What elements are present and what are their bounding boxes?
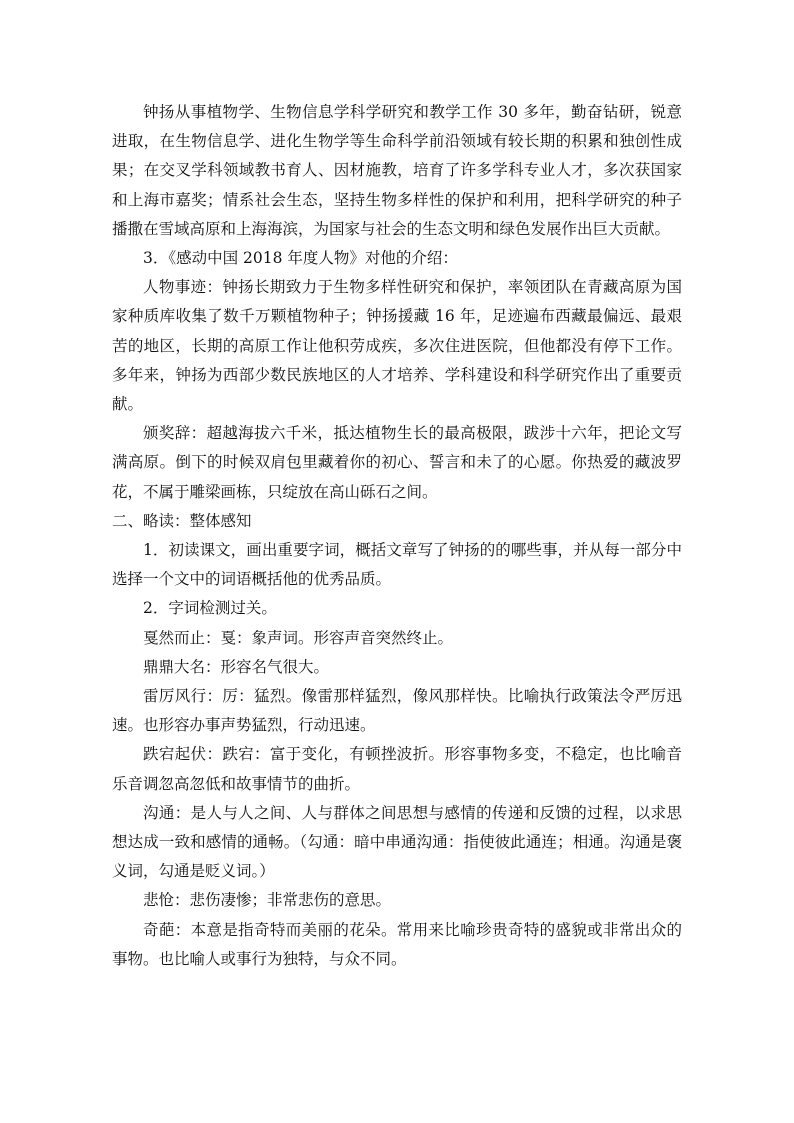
vocab-item: 沟通：是人与人之间、人与群体之间思想与感情的传递和反馈的过程，以求思想达成一致和感情的通畅。（勾通：暗中串通沟通：指使彼此通连；相通。沟通是褒义词，勾通是贬义词。） <box>112 803 682 881</box>
paragraph-task-2: 2．字词检测过关。 <box>143 599 277 618</box>
section-heading: 二、略读：整体感知 <box>112 511 252 530</box>
paragraph-zhong-yang-summary: 钟扬从事植物学、生物信息学科学研究和教学工作 30 多年，勤奋钻研，锐意进取，在生物信息学、进化生物学等生命科学前沿领域有较长期的积累和独创性成果；在交叉学科领域教书育人、因材施教，培育了许多学科专业人才，多次获国家和上海市嘉奖；情系社会生态，坚持生物多样性的保护和利用，把科学研究的种子播撒在雪域高原和上海海滨，为国家与社会的生态文明和绿色发展作出巨大贡献。 <box>112 103 682 238</box>
paragraph-item-3: 3．《感动中国 2018 年度人物》对他的介绍： <box>143 249 458 268</box>
vocab-item: 悲怆：悲伤凄惨；非常悲伤的意思。 <box>143 891 392 910</box>
paragraph-award-speech: 颁奖辞：超越海拔六千米，抵达植物生长的最高极限，跋涉十六年，把论文写满高原。倒下的时候双肩包里藏着你的初心、誓言和未了的心愿。你热爱的藏波罗花，不属于雕梁画栋，只绽放在高山砾石之间。 <box>112 424 682 501</box>
vocab-item: 雷厉风行：厉：猛烈。像雷那样猛烈，像风那样快。比喻执行政策法令严厉迅速。也形容办事声势猛烈，行动迅速。 <box>112 687 682 735</box>
paragraph-task-1: 1．初读课文，画出重要字词，概括文章写了钟扬的的哪些事，并从每一部分中选择一个文中的词语概括他的优秀品质。 <box>112 541 682 589</box>
vocab-item: 跌宕起伏：跌宕：富于变化，有顿挫波折。形容事物多变，不稳定，也比喻音乐音调忽高忽低和故事情节的曲折。 <box>112 745 682 793</box>
vocab-item: 鼎鼎大名：形容名气很大。 <box>143 657 330 676</box>
paragraph-deeds: 人物事迹：钟扬长期致力于生物多样性研究和保护，率领团队在青藏高原为国家种质库收集了数千万颗植物种子；钟扬援藏 16 年，足迹遍布西藏最偏远、最艰苦的地区，长期的高原工作让他积劳成疾，多次住进医院，但他都没有停下工作。多年来，钟扬为西部少数民族地区的人才培养、学科建设和科学研究作出了重要贡献。 <box>112 278 682 414</box>
vocab-item: 戛然而止：戛：象声词。形容声音突然终止。 <box>143 628 454 647</box>
vocab-item: 奇葩：本意是指奇特而美丽的花朵。常用来比喻珍贵奇特的盛貌或非常出众的事物。也比喻人或事行为独特，与众不同。 <box>112 920 682 968</box>
